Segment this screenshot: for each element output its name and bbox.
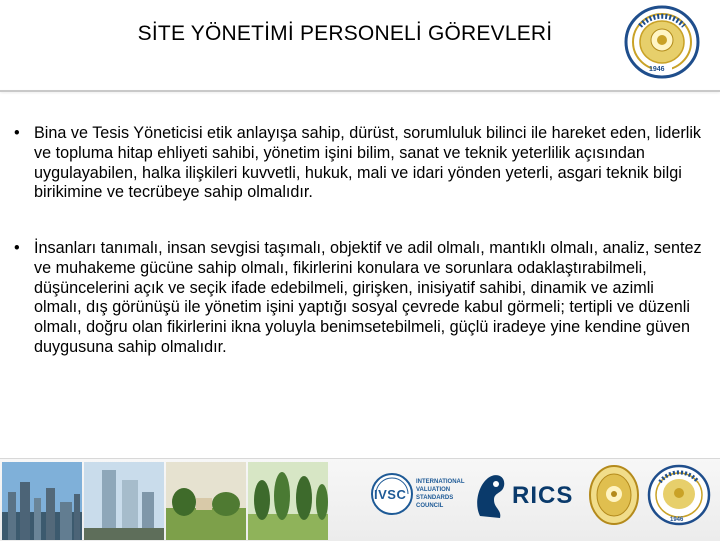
title-divider xyxy=(0,90,720,92)
page-title-text: SİTE YÖNETİMİ PERSONELİ GÖREVLERİ xyxy=(137,22,553,45)
bullet-marker: • xyxy=(14,124,20,142)
ivsc-mark: IVSC xyxy=(374,487,407,502)
city-photo xyxy=(2,462,82,540)
ivsc-text-line: VALUATION xyxy=(416,487,451,493)
landscape-photo xyxy=(166,462,246,540)
bullet-marker: • xyxy=(14,239,20,258)
rics-mark: RICS xyxy=(512,482,574,509)
gold-university-emblem-icon xyxy=(588,464,640,526)
small-seal-year: 1946 xyxy=(670,517,684,523)
rics-lion-icon xyxy=(472,466,512,526)
bullet-text: Bina ve Tesis Yöneticisi etik anlayışa sahip, dürüst, sorumluluk bilinci ile hareket eden, liderlik ve topluma hitap ehliyeti sahibi, yönetim işini bilim, sanat ve teknik yeterlilik açısından uygulayabilen, halka ilişkileri kuvvetli, hukuk, mali ve idari yönden yeterli, asgari teknik bilgi birikimine ve tecrübeye sahip olmalıdır. xyxy=(34,124,702,202)
seal-year: 1946 xyxy=(649,66,665,73)
towers-photo xyxy=(84,462,164,540)
page-title xyxy=(0,22,720,46)
bullet-item xyxy=(14,239,704,358)
bullet-item xyxy=(14,124,704,203)
ivsc-wordmark xyxy=(416,478,465,510)
ivsc-text-line: COUNCIL xyxy=(416,503,444,509)
ivsc-text-line: INTERNATIONAL xyxy=(416,479,465,485)
bullet-text: İnsanları tanımalı, insan sevgisi taşımalı, objektif ve adil olmalı, mantıklı olmalı, analiz, sentez ve muhakeme gücüne sahip olmalı, fikirlerini konulara ve sorunlara odaklaştırabilmeli, düşüncelerini açık ve seçik ifade edebilmeli, girişken, inisiyatif sahibi, dinamik ve azimli olmalı, dış görünüşü ile yönetim işini yaptığı sosyal çevrede kabul görmeli; tertipli ve düzenli olmalı, doğru olan fikirlerini ikna yoluyla benimsetebilmeli, güçlü iradeye yine kendine güven duygusuna sahip olmalıdır. xyxy=(34,239,702,356)
rics-logo xyxy=(470,460,580,530)
bullet-list xyxy=(14,124,704,394)
ivsc-logo xyxy=(368,460,468,530)
trees-photo xyxy=(248,462,328,540)
ivsc-text-line: STANDARDS xyxy=(416,495,454,501)
